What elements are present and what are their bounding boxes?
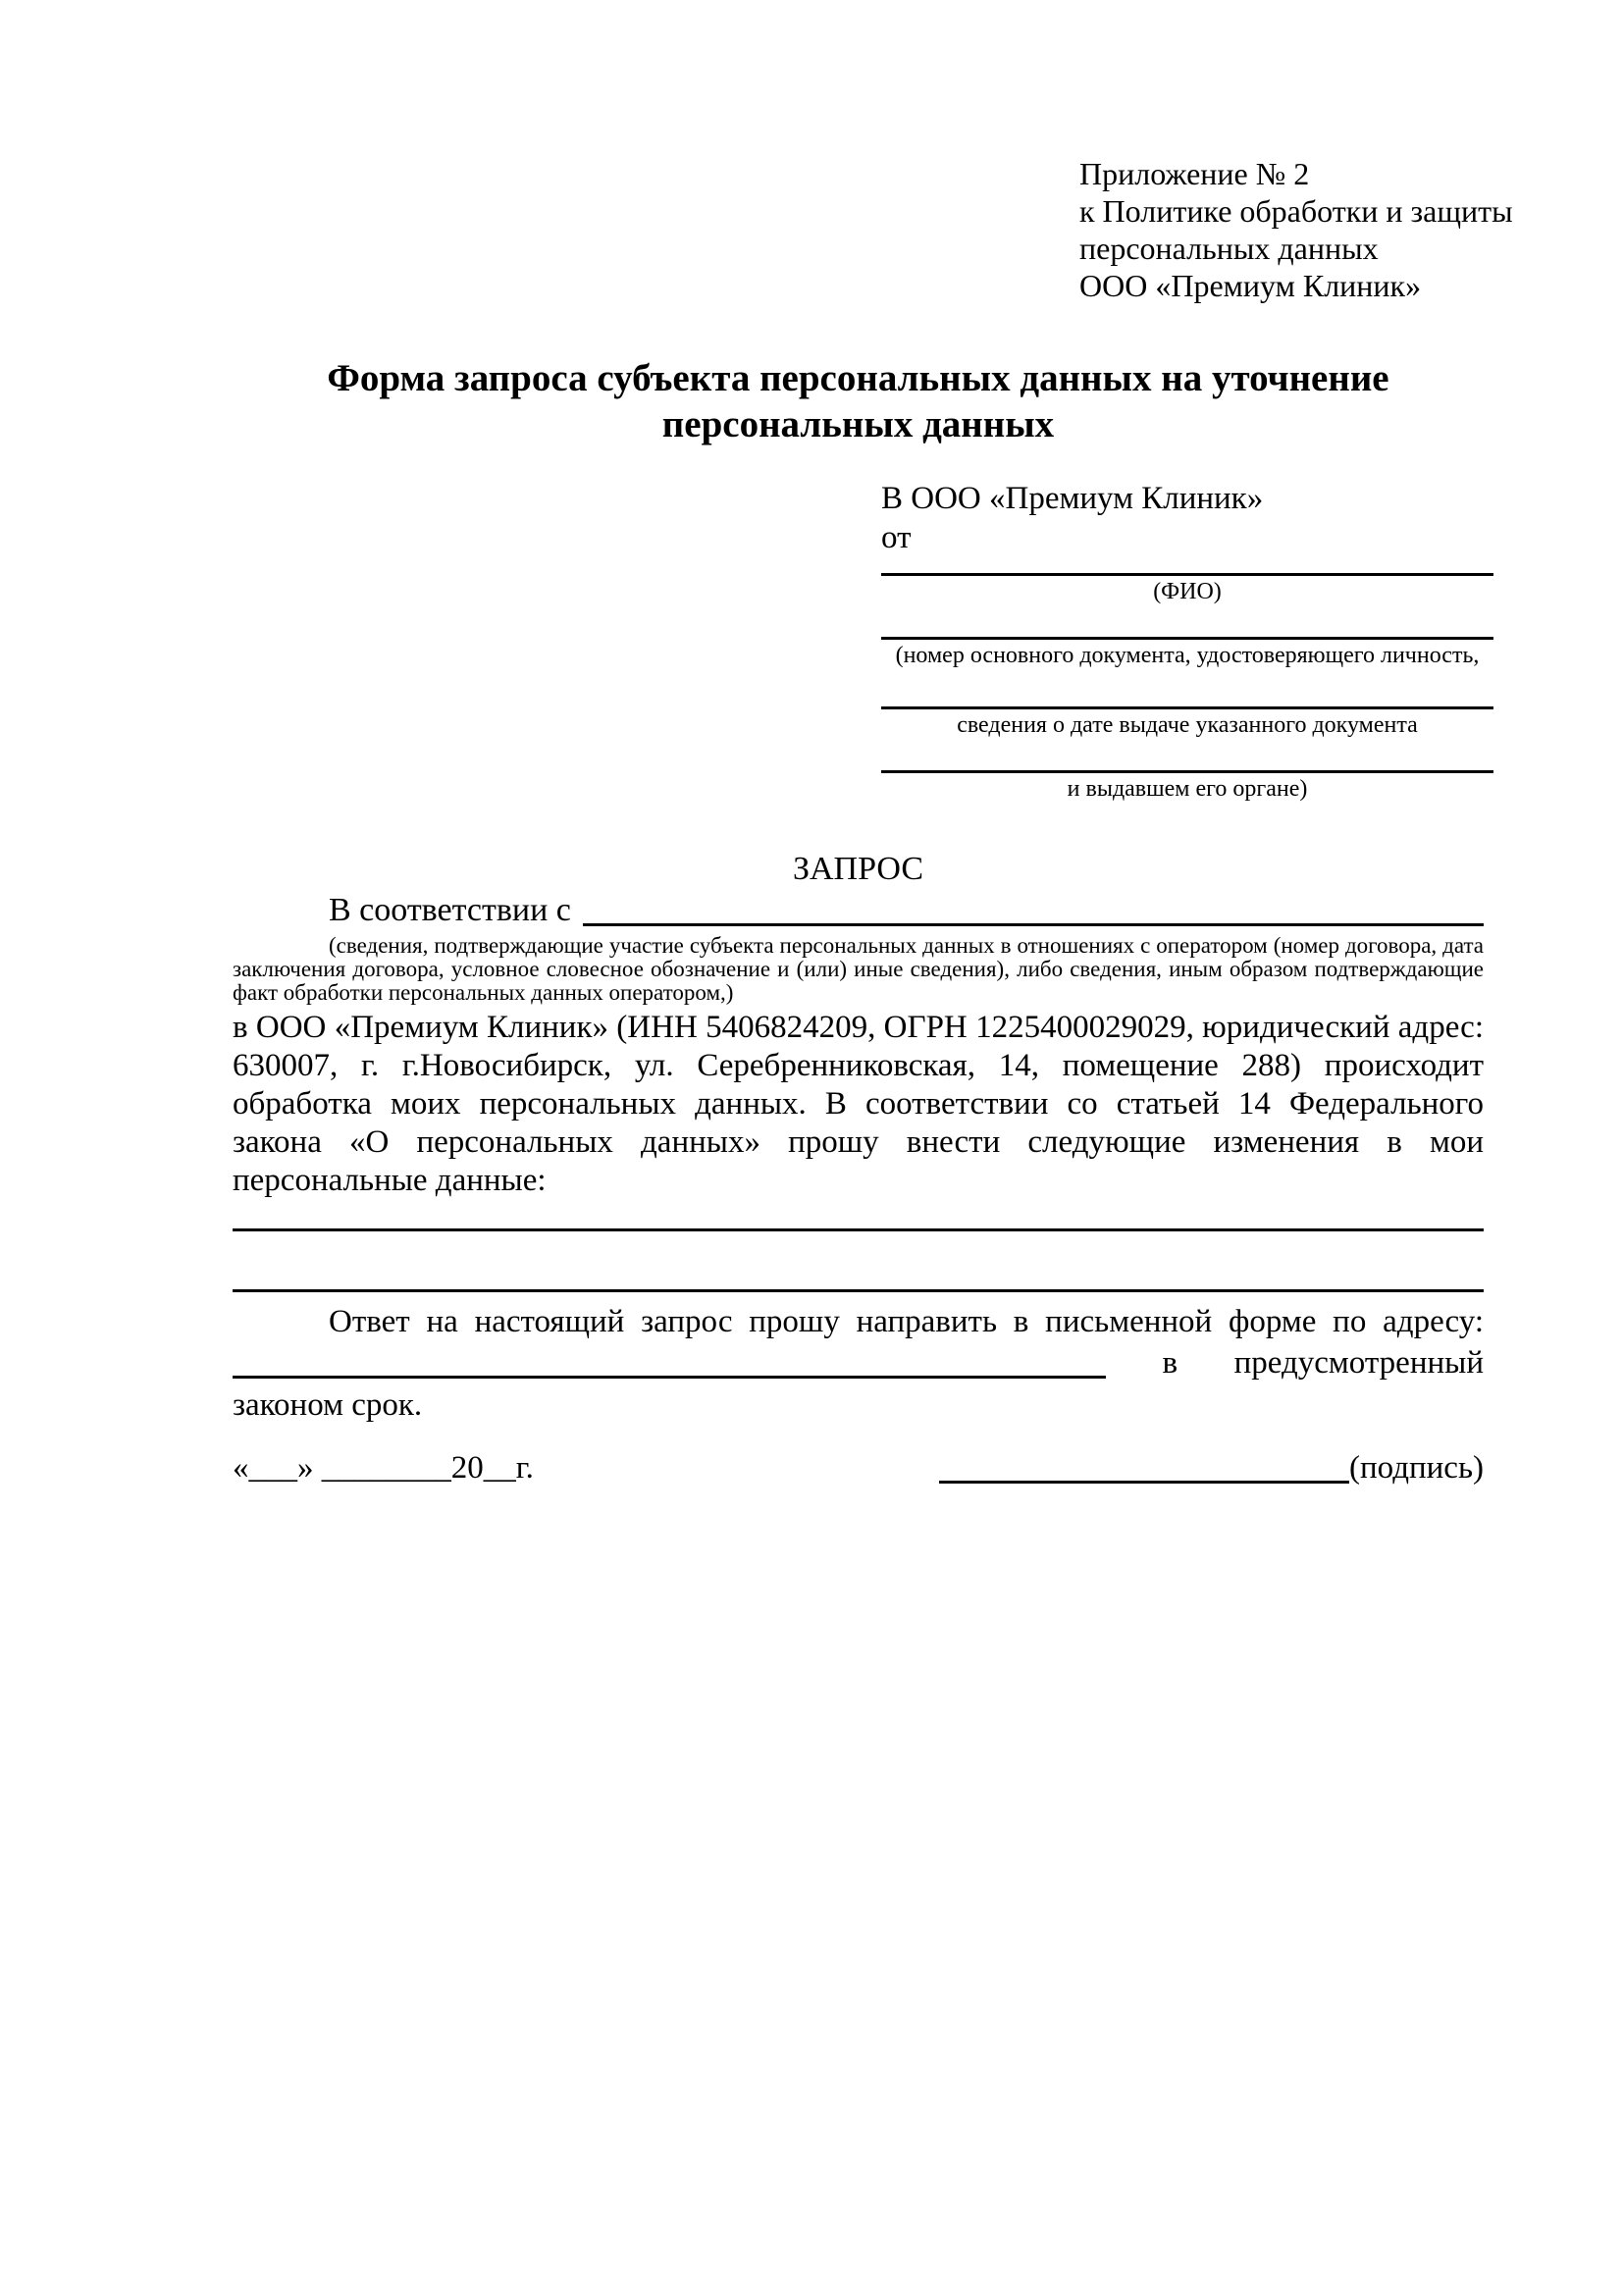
request-intro-lead: В соответствии с xyxy=(329,892,571,928)
date-signature-row xyxy=(233,1446,1484,1489)
signature-blank-line xyxy=(939,1447,1349,1484)
fio-caption: (ФИО) xyxy=(1153,579,1222,604)
appendix-line-2: к Политике обработки и защиты xyxy=(1079,193,1513,229)
addressee-to: В ООО «Премиум Клиник» xyxy=(881,481,1264,516)
signature-caption: (подпись) xyxy=(1349,1450,1484,1486)
answer-mid-word: в xyxy=(1162,1345,1178,1381)
appendix-line-4: ООО «Премиум Клиник» xyxy=(1079,268,1422,303)
answer-lead: Ответ на настоящий запрос прошу направить в письменной форме по адресу: xyxy=(329,1304,1484,1339)
issue-date-blank-line xyxy=(881,669,1493,709)
document-number-caption: (номер основного документа, удостоверяющего личность, xyxy=(895,643,1480,668)
document-title: Форма запроса субъекта персональных данных на уточнение персональных данных xyxy=(327,357,1389,445)
request-heading: ЗАПРОС xyxy=(792,851,924,887)
request-body: в ООО «Премиум Клиник» (ИНН 5406824209, ОГРН 1225400029029, юридический адрес: 630007, г. г.Новосибирск, ул. Серебренниковская, 14, помещение 288) происходит обработка моих персональных данных. В соответствии со статьей 14 Федерального закона «О персональных данных» прошу внести следующие изменения в мои персональные данные: xyxy=(233,1010,1484,1198)
request-intro-row xyxy=(233,891,1484,930)
changes-blank-line-1 xyxy=(233,1228,1484,1231)
address-blank-line xyxy=(233,1342,1106,1379)
answer-address-row xyxy=(233,1342,1484,1384)
changes-blank-line-2 xyxy=(233,1289,1484,1292)
fio-blank-line xyxy=(881,557,1493,576)
appendix-line-3: персональных данных xyxy=(1079,231,1379,266)
answer-tail-word: предусмотренный xyxy=(1233,1345,1484,1381)
issuer-blank-line xyxy=(881,739,1493,773)
date-placeholder: «___» ________20__г. xyxy=(233,1450,534,1486)
signature-area xyxy=(939,1446,1484,1489)
answer-paragraph xyxy=(233,1301,1484,1426)
issuer-caption: и выдавшем его органе) xyxy=(1067,776,1308,802)
addressee-from: от xyxy=(881,520,912,555)
basis-footnote: (сведения, подтверждающие участие субъекта персональных данных в отношениях с оператором (номер договора, дата заключения договора, условное словесное обозначение и (или) иные сведения), либо сведения, иным образом подтверждающие факт обработки персональных данных оператором,) xyxy=(233,933,1484,1005)
appendix-note xyxy=(1079,155,1513,304)
issue-date-caption: сведения о дате выдаче указанного документа xyxy=(957,712,1418,738)
appendix-line-1: Приложение № 2 xyxy=(1079,156,1310,191)
basis-blank-line xyxy=(583,891,1484,926)
addressee-block xyxy=(881,479,1493,803)
answer-end: законом срок. xyxy=(233,1387,423,1423)
document-number-blank-line xyxy=(881,605,1493,640)
